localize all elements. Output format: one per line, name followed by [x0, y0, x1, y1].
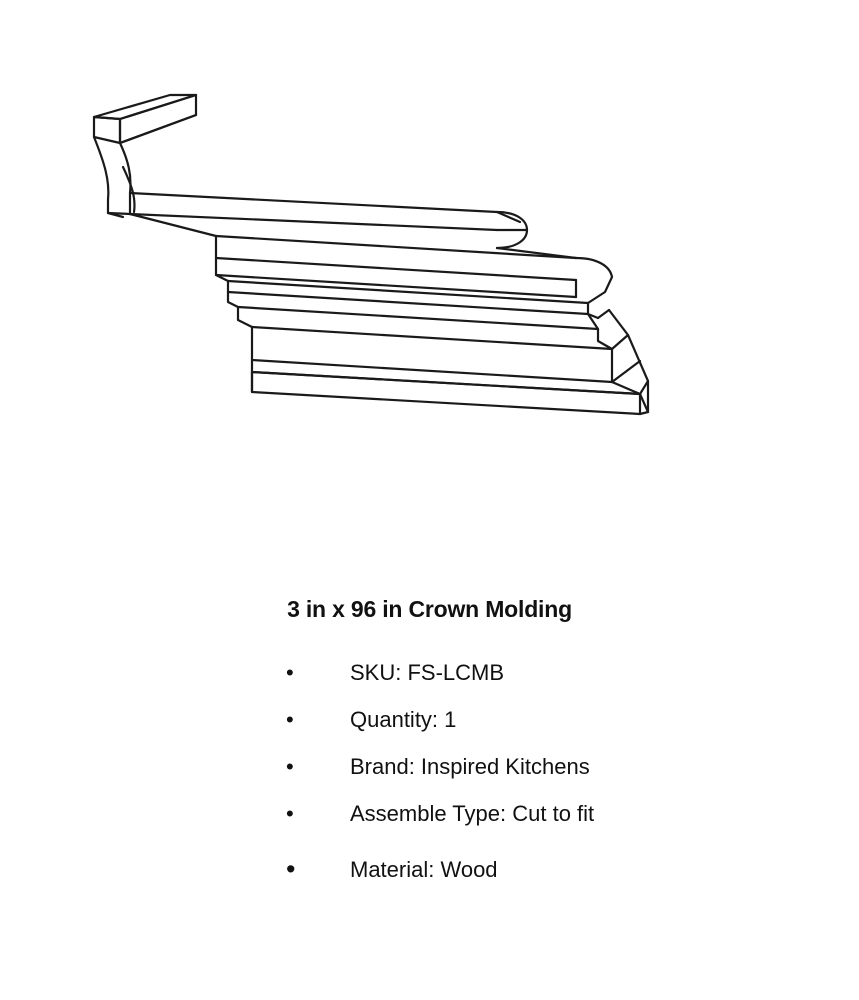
list-item: [262, 649, 819, 696]
spec-text: Brand: Inspired Kitchens: [350, 754, 590, 779]
bullet-icon: •: [286, 707, 294, 732]
bullet-icon: •: [286, 854, 296, 884]
bullet-icon: •: [286, 801, 294, 826]
product-info: [0, 560, 859, 893]
list-item: [262, 846, 819, 893]
list-item: [262, 743, 819, 790]
spec-text: SKU: FS-LCMB: [350, 660, 505, 685]
spec-text: Quantity: 1: [350, 707, 457, 732]
list-item: [262, 790, 819, 837]
bullet-icon: •: [286, 754, 294, 779]
spec-text: Assemble Type: Cut to fit: [350, 801, 595, 826]
page-title: 3 in x 96 in Crown Molding: [287, 596, 572, 622]
bullet-icon: •: [286, 660, 294, 685]
spec-text: Material: Wood: [350, 857, 498, 882]
spec-list: [40, 649, 819, 893]
list-item: [262, 696, 819, 743]
